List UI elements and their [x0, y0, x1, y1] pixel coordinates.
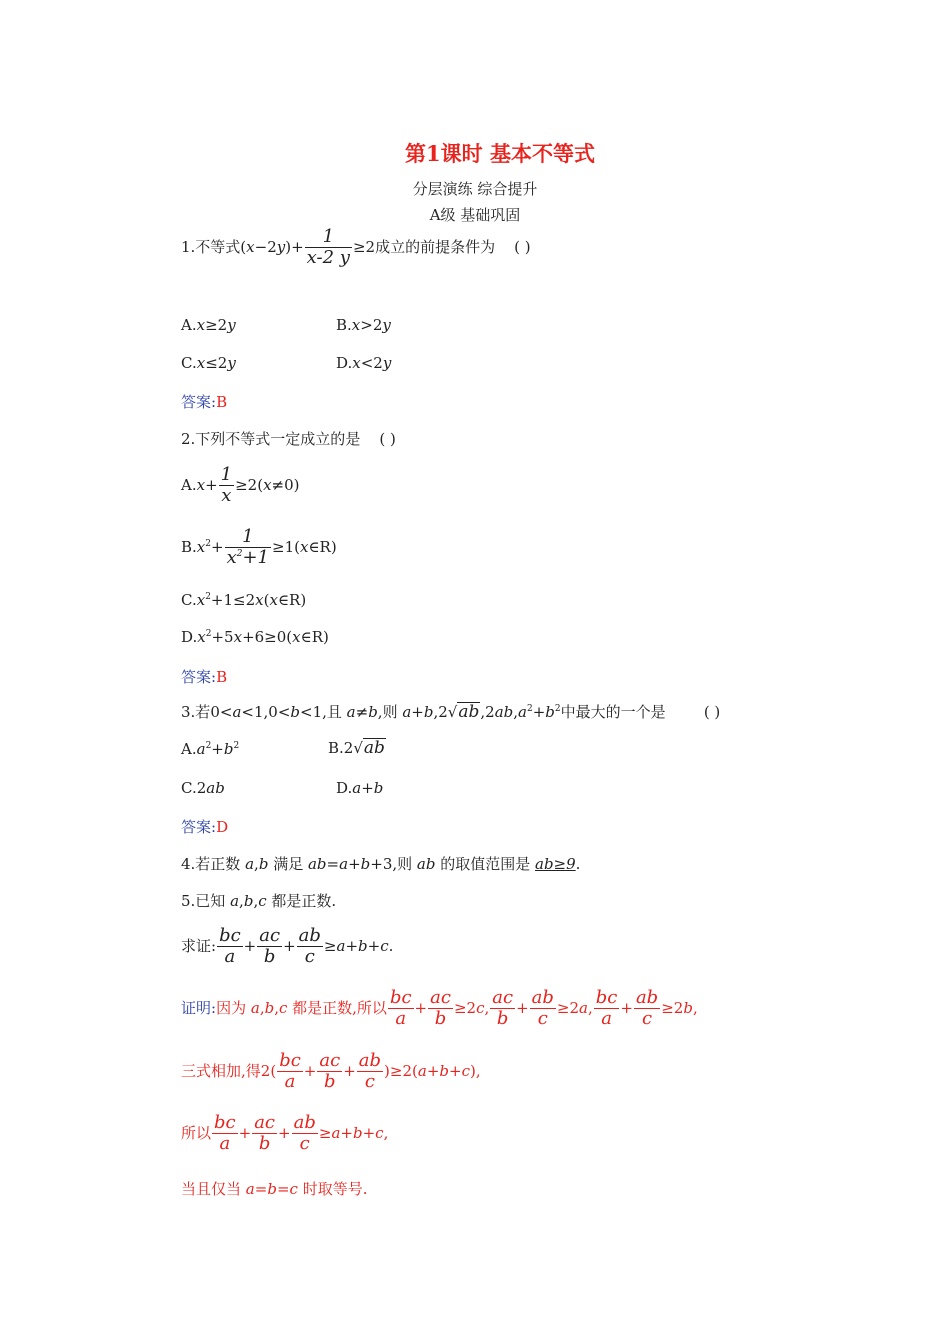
question-4: 4.若正数 a,b 满足 ab=a+b+3,则 ab 的取值范围是 ab≥9.: [181, 855, 581, 873]
q3-option-a: $A.a^2+b^2$: [181, 740, 240, 758]
proof-line-2: 三式相加,得2( $\frac{bc}{a}$ + $\frac{ac}{b}$ + $\frac{ab}{c}$ )≥2(a+b+c),: [181, 1050, 481, 1092]
q3-answer: 答案:D: [181, 818, 229, 836]
q2-option-a: A.x+ $\frac{1}{x}$ ≥2(x≠0): [181, 464, 300, 506]
section-subtitle: 分层演练 综合提升: [412, 180, 538, 198]
question-2: 2.下列不等式一定成立的是 ( ): [181, 430, 396, 448]
q1-option-a: A.x≥2y: [181, 316, 236, 334]
page-title: 第1课时 基本不等式: [405, 141, 595, 166]
q2-option-b: $B.x^2+$ $\frac{1}{x^2+1}$ ≥1(x∈R): [181, 526, 337, 568]
q3-option-b: B.2√ab: [328, 738, 385, 758]
proof-line-4: 当且仅当 a=b=c 时取等号.: [181, 1180, 368, 1198]
q2-option-d: $D.x^2+5x+6\ge 0(x\in R)$: [181, 628, 329, 646]
q3-option-d: D.a+b: [336, 779, 384, 797]
proof-line-1: 证明:因为 a,b,c 都是正数,所以 $\frac{bc}{a}$ + $\frac{ac}{b}$ ≥2c, $\frac{ac}{b}$ + $\frac{ab}{c}$ ≥2a, $\frac{bc}{a}$ + $\frac{ab}{c}$ ≥2b,: [181, 987, 698, 1029]
q1-option-c: C.x≤2y: [181, 354, 236, 372]
q2-answer: 答案:B: [181, 668, 228, 686]
q3-option-c: C.2ab: [181, 779, 225, 797]
q1-option-b: B.x>2y: [336, 316, 391, 334]
q1-answer: 答案:B: [181, 393, 228, 411]
q2-option-c: $C.x^2+1\le 2x(x\in R)$: [181, 591, 307, 609]
question-1: 1.不等式(x−2y)+ $\frac{1}{x-2 y}$ ≥2成立的前提条件为 ( ): [181, 226, 531, 268]
level-subtitle: A级 基础巩固: [429, 206, 521, 224]
q1-option-d: D.x<2y: [336, 354, 392, 372]
question-3: 3.若0<a<1,0<b<1,且 a≠b,则 $a+b,2√ab,2ab,a^2+b^2$中最大的一个是 ( ): [181, 702, 721, 722]
q5-claim: 求证: $\frac{bc}{a}$ + $\frac{ac}{b}$ + $\frac{ab}{c}$ ≥a+b+c.: [181, 925, 394, 967]
question-5: 5.已知 a,b,c 都是正数.: [181, 892, 337, 910]
proof-line-3: 所以 $\frac{bc}{a}$ + $\frac{ac}{b}$ + $\frac{ab}{c}$ ≥a+b+c,: [181, 1112, 389, 1154]
